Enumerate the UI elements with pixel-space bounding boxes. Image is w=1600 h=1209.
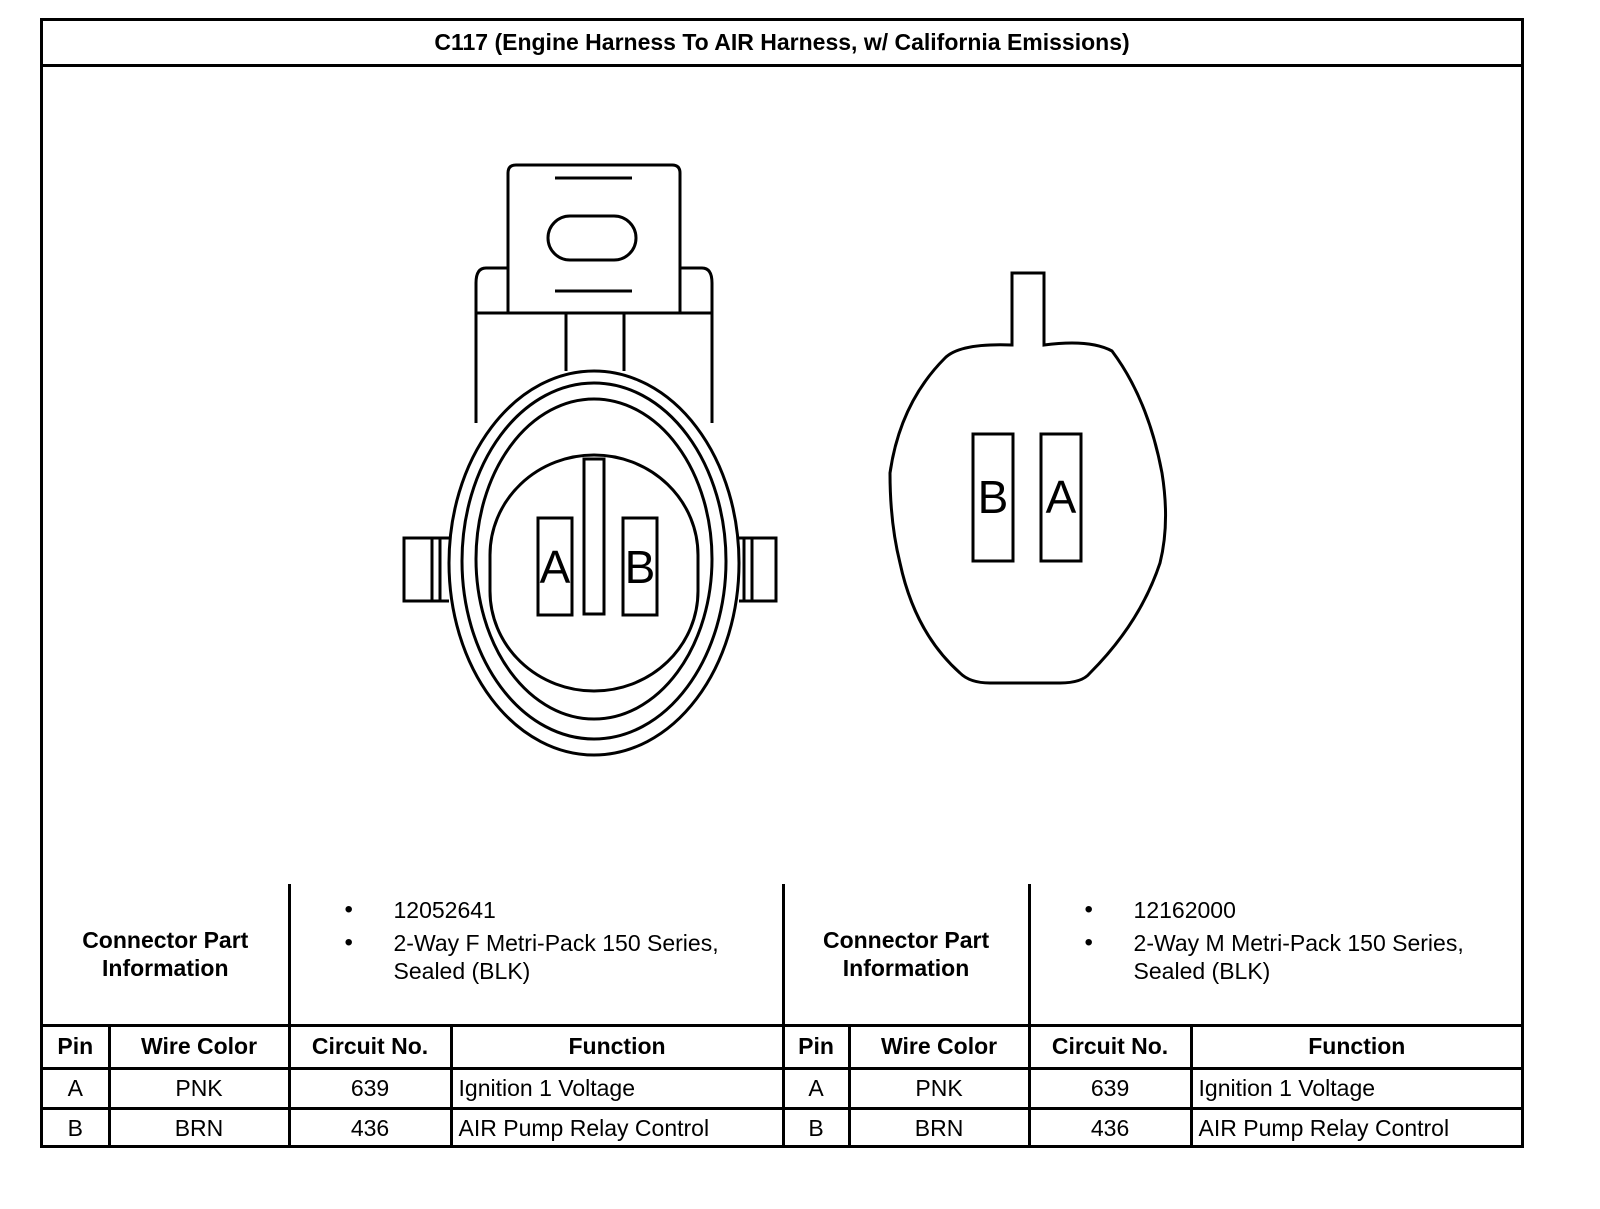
female-connector-drawing (404, 165, 776, 755)
cavity-a-label: A (539, 541, 571, 593)
wire-color-cell: PNK (109, 1068, 289, 1108)
table-row (43, 1068, 1521, 1108)
header-wire-color: Wire Color (109, 1025, 289, 1068)
pin-cell: B (43, 1108, 109, 1148)
connector-sheet (40, 18, 1524, 1148)
header-function: Function (451, 1025, 783, 1068)
left-part-number: • 12052641 (291, 896, 782, 924)
cavity-face (490, 455, 698, 691)
circuit-cell: 436 (1029, 1108, 1191, 1148)
circuit-cell: 639 (289, 1068, 451, 1108)
right-part-label: Connector Part Information (783, 884, 1029, 1025)
male-connector-drawing (890, 273, 1166, 683)
sheet-title: C117 (Engine Harness To AIR Harness, w/ California Emissions) (43, 21, 1521, 67)
table-row (43, 1108, 1521, 1148)
function-cell: Ignition 1 Voltage (1191, 1068, 1521, 1108)
housing-outer (449, 371, 739, 755)
function-cell: AIR Pump Relay Control (1191, 1108, 1521, 1148)
cavity-a-male-label: A (1045, 471, 1077, 523)
connector-diagram (43, 67, 1521, 887)
pin-cell: B (783, 1108, 849, 1148)
cavity-b-label: B (624, 541, 656, 593)
right-part-description: • 2-Way M Metri-Pack 150 Series, Sealed (BLK) (1031, 929, 1522, 985)
connector-table (43, 884, 1521, 1148)
circuit-cell: 436 (289, 1108, 451, 1148)
header-wire-color: Wire Color (849, 1025, 1029, 1068)
header-circuit: Circuit No. (289, 1025, 451, 1068)
header-function: Function (1191, 1025, 1521, 1068)
left-part-description: • 2-Way F Metri-Pack 150 Series, Sealed (BLK) (291, 929, 782, 985)
left-part-info (289, 884, 783, 1025)
latch-window (548, 216, 636, 260)
right-part-info (1029, 884, 1521, 1025)
center-rib (584, 459, 604, 614)
wire-color-cell: PNK (849, 1068, 1029, 1108)
header-pin: Pin (783, 1025, 849, 1068)
pin-cell: A (43, 1068, 109, 1108)
left-part-label: Connector Part Information (43, 884, 289, 1025)
header-pin: Pin (43, 1025, 109, 1068)
wire-color-cell: BRN (109, 1108, 289, 1148)
header-circuit: Circuit No. (1029, 1025, 1191, 1068)
function-cell: Ignition 1 Voltage (451, 1068, 783, 1108)
circuit-cell: 639 (1029, 1068, 1191, 1108)
cavity-b-male-label: B (977, 471, 1009, 523)
right-part-number: • 12162000 (1031, 896, 1522, 924)
function-cell: AIR Pump Relay Control (451, 1108, 783, 1148)
pin-cell: A (783, 1068, 849, 1108)
male-housing (890, 273, 1166, 683)
wire-color-cell: BRN (849, 1108, 1029, 1148)
